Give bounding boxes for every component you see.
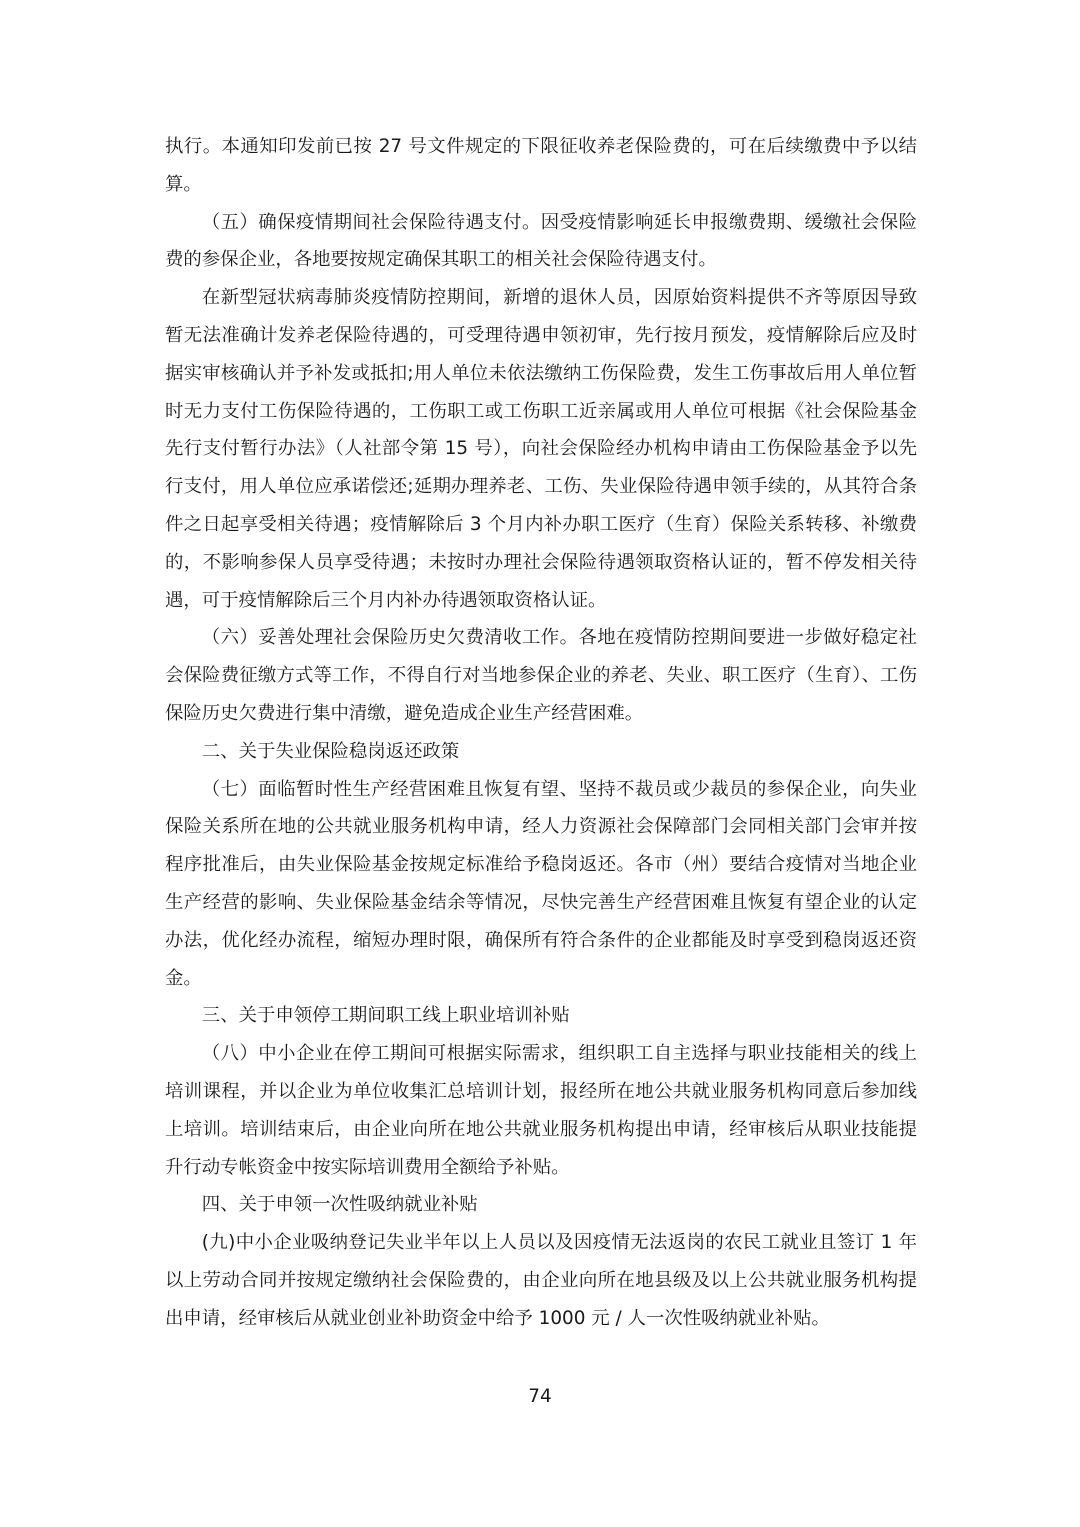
paragraph-item-7: （七）面临暂时性生产经营困难且恢复有望、坚持不裁员或少裁员的参保企业，向失业保险关系所在地的公共就业服务机构申请，经人力资源社会保障部门会同相关部门会审并按程序批准后，由失业保险基金按规定标准给予稳岗返还。各市（州）要结合疫情对当地企业生产经营的影响、失业保险基金结余等情况，尽快完善生产经营困难且恢复有望企业的认定办法，优化经办流程，缩短办理时限，确保所有符合条件的企业都能及时享受到稳岗返还资金。 bbox=[165, 778, 917, 989]
section-heading-4: 四、关于申领一次性吸纳就业补贴 bbox=[201, 1194, 478, 1216]
paragraph-epidemic-benefits: 在新型冠状病毒肺炎疫情防控期间，新增的退休人员，因原始资料提供不齐等原因导致暂无法准确计发养老保险待遇的，可受理待遇申领初审，先行按月预发，疫情解除后应及时据实审核确认并予补发或抵扣;用人单位未依法缴纳工伤保险费，发生工伤事故后用人单位暂时无力支付工伤保险待遇的，工伤职工或工伤职工近亲属或用人单位可根据《社会保险基金先行支付暂行办法》（人社部令第 15 号），向社会保险经办机构申请由工伤保险基金予以先行支付，用人单位应承诺偿还;延期办理养老、工伤、失业保险待遇申领手续的，从其符合条件之日起享受相关待遇；疫情解除后 3 个月内补办职工医疗（生育）保险关系转移、补缴费的，不影响参保人员享受待遇；未按时办理社会保险待遇领取资格认证的，暂不停发相关待遇，可于疫情解除后三个月内补办待遇领取资格认证。 bbox=[165, 287, 917, 611]
paragraph-item-8: （八）中小企业在停工期间可根据实际需求，组织职工自主选择与职业技能相关的线上培训课程，并以企业为单位收集汇总培训计划，报经所在地公共就业服务机构同意后参加线上培训。培训结束后，由企业向所在地公共就业服务机构提出申请，经审核后从职业技能提升行动专帐资金中按实际培训费用全额给予补贴。 bbox=[165, 1043, 917, 1178]
page-number: 74 bbox=[528, 1386, 552, 1407]
paragraph-item-6: （六）妥善处理社会保险历史欠费清收工作。各地在疫情防控期间要进一步做好稳定社会保险费征缴方式等工作，不得自行对当地参保企业的养老、失业、职工医疗（生育）、工伤保险历史欠费进行集中清缴，避免造成企业生产经营困难。 bbox=[165, 627, 917, 724]
paragraph-item-9: (九)中小企业吸纳登记失业半年以上人员以及因疫情无法返岗的农民工就业且签订 1 年以上劳动合同并按规定缴纳社会保险费的，由企业向所在地县级及以上公共就业服务机构提出申请，经审核后从就业创业补助资金中给予 1000 元 / 人一次性吸纳就业补贴。 bbox=[165, 1232, 917, 1329]
paragraph-item-5: （五）确保疫情期间社会保险待遇支付。因受疫情影响延长申报缴费期、缓缴社会保险费的参保企业，各地要按规定确保其职工的相关社会保险待遇支付。 bbox=[165, 211, 917, 271]
section-heading-3: 三、关于申领停工期间职工线上职业培训补贴 bbox=[201, 1005, 570, 1027]
document-body bbox=[165, 128, 917, 1338]
section-heading-2: 二、关于失业保险稳岗返还政策 bbox=[201, 740, 460, 762]
paragraph-continuation: 执行。本通知印发前已按 27 号文件规定的下限征收养老保险费的，可在后续缴费中予以结算。 bbox=[165, 136, 917, 195]
